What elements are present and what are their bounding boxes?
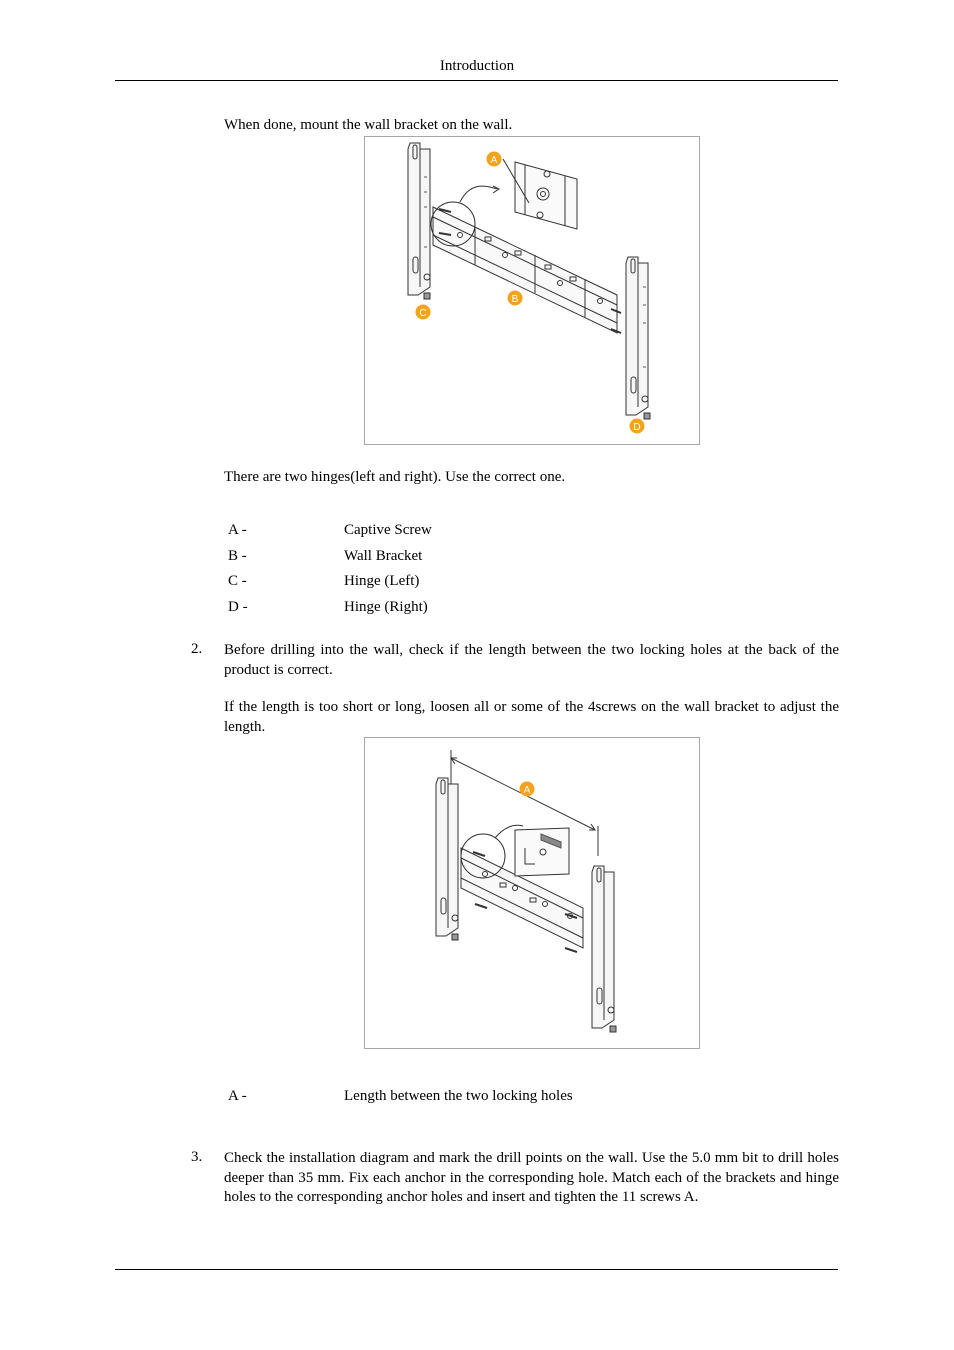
- callout-c-label: C: [419, 308, 427, 319]
- callout-b-label: B: [511, 294, 519, 305]
- hinge-note: There are two hinges(left and right). Use the correct one.: [224, 469, 566, 485]
- step-2-note: If the length is too short or long, loosen all or some of the 4screws on the wall bracket to adjust the length.: [224, 699, 839, 735]
- header-rule: [115, 80, 838, 81]
- legend-key-c: C -: [228, 573, 247, 589]
- step-2-text: Before drilling into the wall, check if the length between the two locking holes at the back of the product is correct.: [224, 642, 839, 678]
- legend-key-b: B -: [228, 548, 247, 564]
- legend2-key-a: A -: [228, 1088, 247, 1104]
- callout-a-marker: [520, 782, 535, 797]
- figure-locking-hole-length: [364, 737, 700, 1049]
- step-2-number: 2.: [191, 641, 203, 657]
- figure-wall-bracket-mounting: [364, 136, 700, 445]
- legend-value-hinge-right: Hinge (Right): [344, 599, 428, 615]
- wall-bracket-illustration: [365, 137, 699, 444]
- callout-b-marker: [508, 291, 523, 306]
- step-3-text: Check the installation diagram and mark the drill points on the wall. Use the 5.0 mm bit to drill holes deeper than 35 mm. Fix each anchor in the corresponding hole. Match each of the brackets and hinge holes to the corresponding anchor holes and insert and tighten the 11 screws A.: [224, 1150, 839, 1205]
- callout-d-marker: [630, 419, 645, 434]
- legend-value-hinge-left: Hinge (Left): [344, 573, 420, 589]
- legend-key-d: D -: [228, 599, 248, 615]
- step-3-number: 3.: [191, 1149, 203, 1165]
- legend-value-wall-bracket: Wall Bracket: [344, 548, 423, 564]
- callout-a-label: A: [490, 155, 498, 166]
- intro-text: When done, mount the wall bracket on the wall.: [224, 117, 513, 133]
- footer-rule: [115, 1269, 838, 1270]
- callout-c-marker: [416, 305, 431, 320]
- callout-d-label: D: [633, 422, 641, 433]
- legend-key-a: A -: [228, 522, 247, 538]
- page-header-title: Introduction: [439, 58, 515, 74]
- callout-a-marker: [487, 152, 502, 167]
- callout-a-label: A: [523, 785, 531, 796]
- length-adjust-illustration: [365, 738, 699, 1048]
- legend2-value-length: Length between the two locking holes: [344, 1088, 573, 1104]
- legend-value-captive-screw: Captive Screw: [344, 522, 432, 538]
